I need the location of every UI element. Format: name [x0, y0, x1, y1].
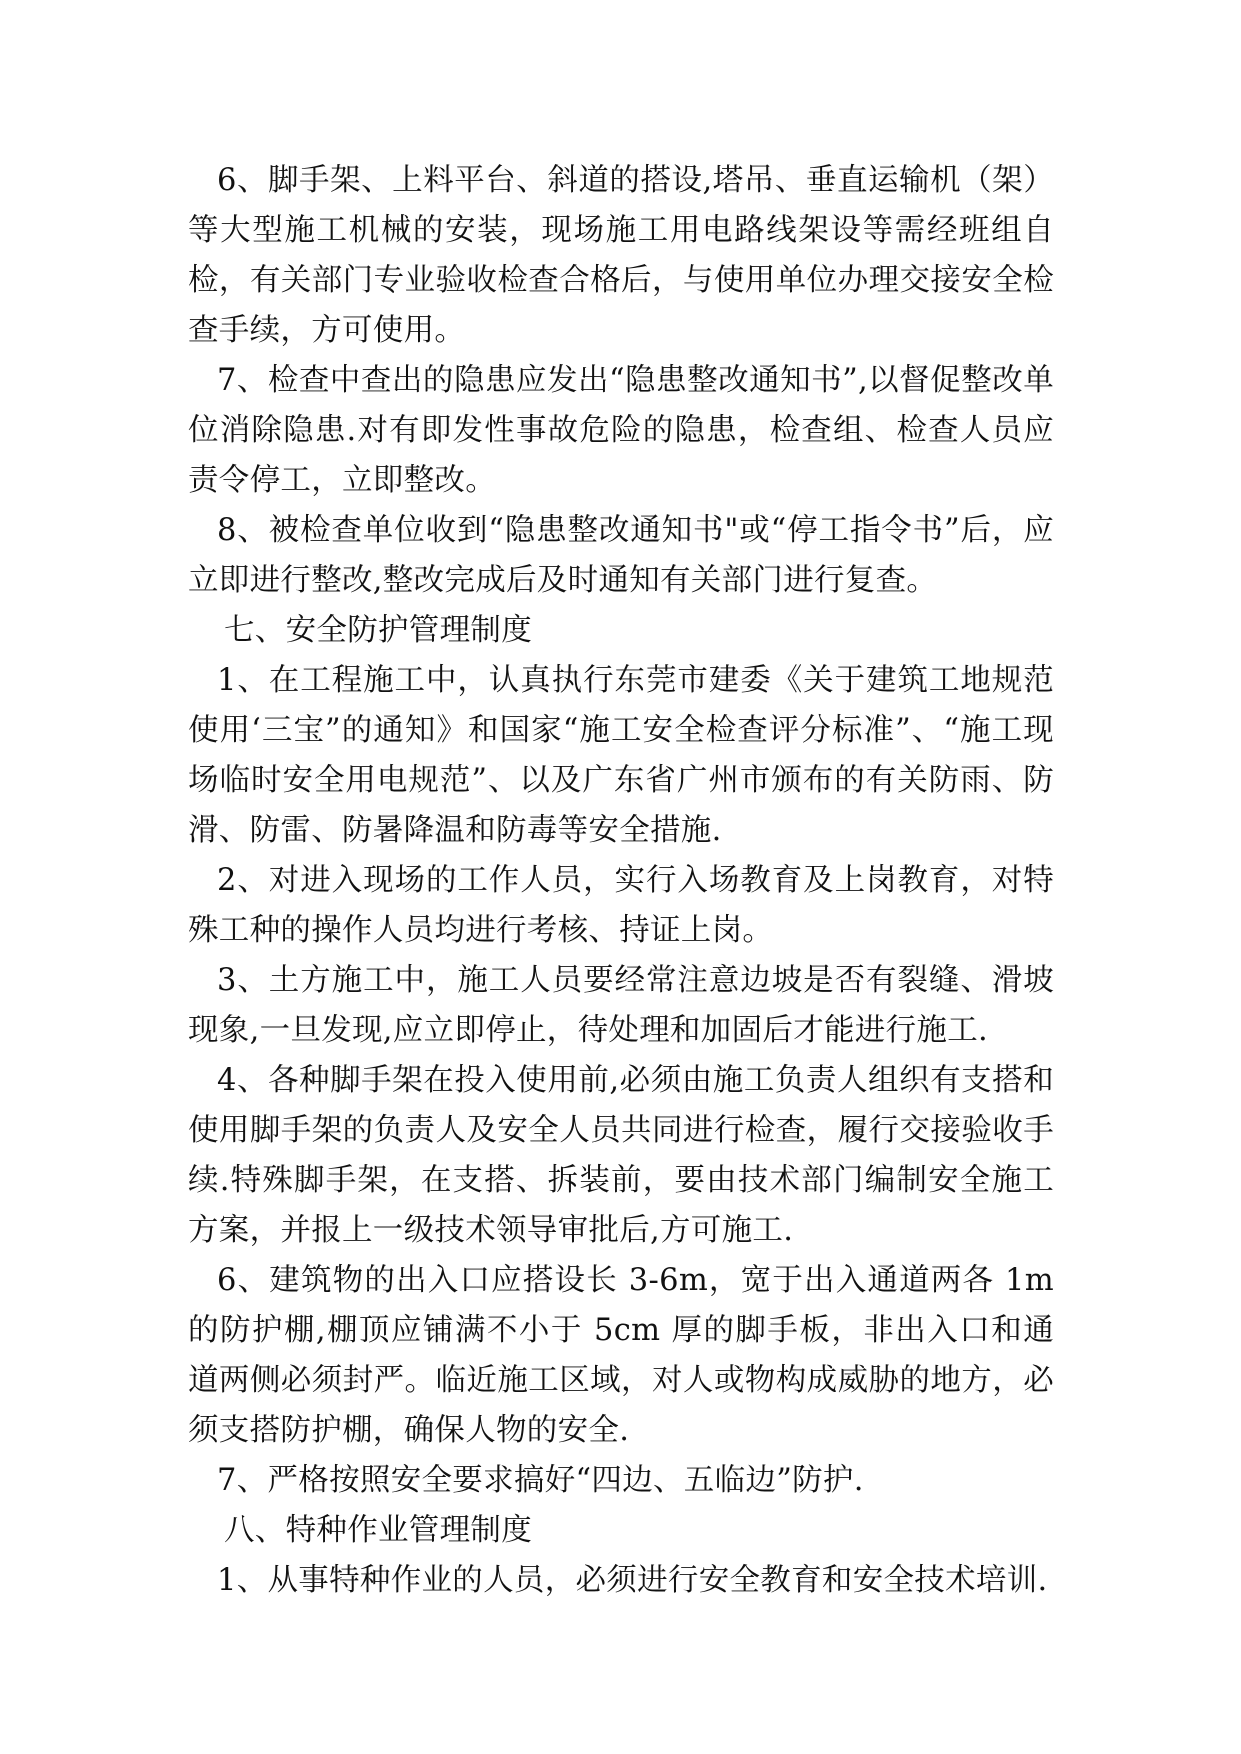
section-heading-8-special-operations: 八、特种作业管理制度: [224, 1513, 532, 1548]
section-heading-7-safety-protection: 七、安全防护管理制度: [224, 613, 532, 648]
paragraph-1-regulations: 1、在工程施工中，认真执行东莞市建委《关于建筑工地规范使用‘三宝”的通知》和国家“施工安全检查评分标准”、“施工现场临时安全用电规范”、以及广东省广州市颁布的有关防雨、防滑、防雷、防暑降温和防毒等安全措施.: [188, 663, 1054, 848]
paragraph-6-scaffold-installation: 6、脚手架、上料平台、斜道的搭设,塔吊、垂直运输机（架）等大型施工机械的安装，现场施工用电路线架设等需经班组自检，有关部门专业验收检查合格后，与使用单位办理交接安全检查手续，方可使用。: [188, 163, 1054, 348]
paragraph-6-protective-shed: 6、建筑物的出入口应搭设长 3-6m，宽于出入通道两各 1m 的防护棚,棚顶应铺满不小于 5cm 厚的脚手板，非出入口和通道两侧必须封严。临近施工区域，对人或物构成威胁的地方，必须支搭防护棚，确保人物的安全.: [188, 1263, 1054, 1448]
paragraph-1-special-training: 1、从事特种作业的人员，必须进行安全教育和安全技术培训.: [217, 1563, 1048, 1598]
paragraph-2-education: 2、对进入现场的工作人员，实行入场教育及上岗教育，对特殊工种的操作人员均进行考核、持证上岗。: [188, 863, 1054, 948]
paragraph-3-earthwork: 3、土方施工中，施工人员要经常注意边坡是否有裂缝、滑坡现象,一旦发现,应立即停止，待处理和加固后才能进行施工.: [188, 963, 1054, 1048]
paragraph-8-rectification: 8、被检查单位收到“隐患整改通知书"或“停工指令书”后，应立即进行整改,整改完成后及时通知有关部门进行复查。: [188, 513, 1054, 598]
paragraph-4-scaffold-inspection: 4、各种脚手架在投入使用前,必须由施工负责人组织有支搭和使用脚手架的负责人及安全人员共同进行检查，履行交接验收手续.特殊脚手架，在支搭、拆装前，要由技术部门编制安全施工方案，并报上一级技术领导审批后,方可施工.: [188, 1063, 1054, 1248]
document-body: [188, 156, 1054, 1606]
paragraph-7-edge-protection: 7、严格按照安全要求搞好“四边、五临边”防护.: [217, 1463, 864, 1498]
paragraph-7-hazard-notice: 7、检查中查出的隐患应发出“隐患整改通知书”,以督促整改单位消除隐患.对有即发性事故危险的隐患，检查组、检查人员应责令停工，立即整改。: [188, 363, 1054, 498]
